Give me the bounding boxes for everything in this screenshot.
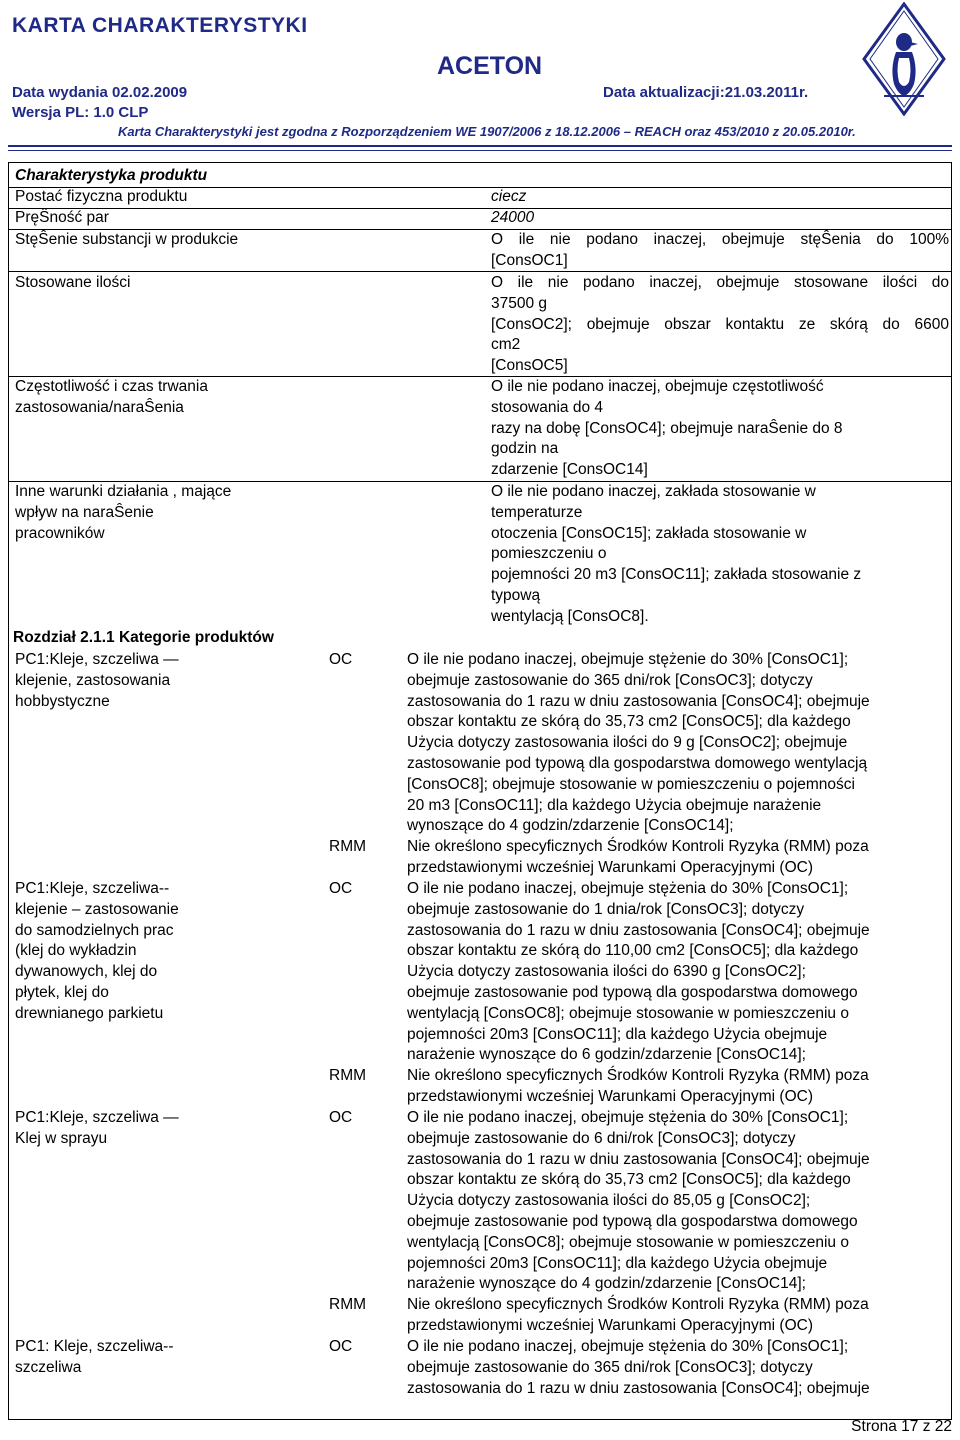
text-line: zastosowanie pod typową dla gospodarstwa domowego wentylacją	[407, 754, 868, 772]
text-line: temperaturze	[491, 503, 583, 521]
text-line: Inne warunki działania , mające	[15, 483, 232, 500]
text-line: zastosowania do 1 razu w dniu zastosowania [ConsOC4]; obejmuje	[407, 1379, 870, 1397]
company-logo-icon	[862, 2, 946, 116]
text-line: obszar kontaktu ze skórą do 35,73 cm2 [ConsOC5]; dla każdego	[407, 1171, 851, 1189]
text-line: obejmuje zastosowanie do 365 dni/rok [ConsOC3]; dotyczy	[407, 1358, 813, 1376]
text-line: przedstawionymi wcześniej Warunkami Operacyjnymi (OC)	[407, 858, 813, 876]
text-line: [ConsOC2]; obejmuje obszar kontaktu ze skórą do 6600	[491, 315, 949, 333]
text-line: dywanowych, klej do	[15, 963, 158, 981]
text-line: Częstotliwość i czas trwania	[15, 378, 208, 395]
section-title: Charakterystyka produktu	[15, 167, 208, 184]
text-line: otoczenia [ConsOC15]; zakłada stosowanie w	[491, 524, 807, 542]
row-divider	[9, 208, 951, 209]
chapter-title	[13, 628, 274, 649]
text-line: 37500 g	[491, 294, 548, 312]
text-line: Nie określono specyficznych Środków Kontroli Ryzyka (RMM) poza	[407, 1296, 869, 1313]
product-characteristics-table	[8, 162, 952, 1420]
header-divider-thin	[8, 150, 952, 151]
text-line: obejmuje zastosowanie do 6 dni/rok [ConsOC3]; dotyczy	[407, 1129, 796, 1147]
row-value-frequency	[491, 377, 949, 481]
text-line: pojemności 20 m3 [ConsOC11]; zakłada stosowanie z	[491, 566, 862, 584]
row-label-vapour-pressure: PręŜność par	[15, 209, 109, 226]
text-line: obszar kontaktu ze skórą do 35,73 cm2 [ConsOC5]; dla każdego	[407, 713, 851, 731]
text-line: zastosowania/naraŜenia	[15, 398, 184, 416]
text-line: wentylacją [ConsOC8].	[491, 607, 649, 625]
text-line: pracowników	[15, 524, 105, 542]
text-line: hobbystyczne	[15, 692, 110, 710]
text-line: obszar kontaktu ze skórą do 110,00 cm2 [ConsOC5]; dla każdego	[407, 942, 859, 960]
regulation-note: Karta Charakterystyki jest zgodna z Rozporządzeniem WE 1907/2006 z 18.12.2006 – REACH oraz 453/2010 z 20.05.2010r.	[118, 124, 856, 139]
text-line: obejmuje zastosowanie pod typową dla gospodarstwa domowego	[407, 983, 858, 1001]
document-header	[0, 0, 960, 152]
text-line: [ConsOC5]	[491, 357, 568, 375]
rmm-description	[407, 1295, 947, 1337]
text-line: płytek, klej do	[15, 983, 109, 1001]
version-label: Wersja PL: 1.0 CLP	[12, 104, 149, 121]
oc-code: OC	[329, 651, 353, 668]
text-line: typową	[491, 586, 541, 604]
text-line: wentylacją [ConsOC8]; obejmuje stosowanie w pomieszczeniu o	[407, 1004, 849, 1022]
category-name	[15, 1337, 174, 1379]
text-line: Użycia dotyczy zastosowania ilości do 85,05 g [ConsOC2];	[407, 1192, 811, 1210]
category-name	[15, 879, 179, 1025]
text-line: [ConsOC1]	[491, 251, 568, 269]
text-line: PC1:Kleje, szczeliwa —	[15, 1109, 179, 1126]
rmm-code: RMM	[329, 1296, 367, 1313]
oc-code: OC	[329, 1109, 353, 1126]
text-line: klejenie – zastosowanie	[15, 900, 179, 918]
text-line: obejmuje zastosowanie pod typową dla gospodarstwa domowego	[407, 1212, 858, 1230]
text-line: zastosowania do 1 razu w dniu zastosowania [ConsOC4]; obejmuje	[407, 921, 870, 939]
row-label-other-conditions	[15, 482, 231, 544]
oc-description	[407, 650, 947, 837]
chapter-title-text: Rozdział 2.1.1 Kategorie produktów	[13, 629, 274, 646]
page-number: Strona 17 z 22	[851, 1418, 952, 1435]
text-line: stosowania do 4	[491, 398, 604, 416]
update-date: Data aktualizacji:21.03.2011r.	[603, 84, 809, 101]
product-name: ACETON	[437, 52, 543, 80]
text-line: zastosowania do 1 razu w dniu zastosowania [ConsOC4]; obejmuje	[407, 1150, 870, 1168]
row-value-vapour-pressure: 24000	[491, 209, 535, 226]
text-line: pomieszczeniu o	[491, 545, 607, 563]
text-line: zastosowania do 1 razu w dniu zastosowania [ConsOC4]; obejmuje	[407, 692, 870, 710]
text-line: zdarzenie [ConsOC14]	[491, 461, 648, 479]
oc-code: OC	[329, 1338, 353, 1355]
category-name	[15, 650, 179, 712]
text-line: O ile nie podano inaczej, obejmuje stężenia do 30% [ConsOC1];	[407, 880, 849, 897]
text-line: cm2	[491, 336, 521, 354]
rmm-code: RMM	[329, 838, 367, 855]
text-line: Nie określono specyficznych Środków Kontroli Ryzyka (RMM) poza	[407, 838, 869, 855]
text-line: godzin na	[491, 440, 559, 458]
text-line: Użycia dotyczy zastosowania ilości do 9 g [ConsOC2]; obejmuje	[407, 734, 848, 752]
text-line: narażenie wynoszące do 4 godzin/zdarzenie [ConsOC14];	[407, 1275, 806, 1293]
text-line: przedstawionymi wcześniej Warunkami Operacyjnymi (OC)	[407, 1316, 813, 1334]
text-line: PC1:Kleje, szczeliwa —	[15, 651, 179, 668]
text-line: 20 m3 [ConsOC11]; dla każdego Użycia obejmuje narażenie	[407, 796, 822, 814]
text-line: Użycia dotyczy zastosowania ilości do 6390 g [ConsOC2];	[407, 963, 806, 981]
text-line: O ile nie podano inaczej, zakłada stosowanie w	[491, 483, 816, 500]
text-line: obejmuje zastosowanie do 365 dni/rok [ConsOC3]; dotyczy	[407, 671, 813, 689]
oc-description	[407, 1337, 947, 1399]
text-line: [ConsOC8]; obejmuje stosowanie w pomieszczeniu o pojemności	[407, 775, 855, 793]
issue-date: Data wydania 02.02.2009	[12, 84, 188, 101]
text-line: wynoszące do 4 godzin/zdarzenie [ConsOC14];	[407, 817, 734, 835]
text-line: pojemności 20m3 [ConsOC11]; dla każdego Użycia obejmuje	[407, 1254, 828, 1272]
text-line: O ile nie podano inaczej, obejmuje stosowane ilości do	[491, 274, 949, 291]
text-line: O ile nie podano inaczej, obejmuje częstotliwość	[491, 378, 824, 395]
row-value-concentration	[491, 230, 949, 272]
row-label-physical-form: Postać fizyczna produktu	[15, 188, 188, 205]
text-line: O ile nie podano inaczej, obejmuje stężenia do 30% [ConsOC1];	[407, 1109, 849, 1126]
row-value-amounts	[491, 273, 949, 377]
text-line: PC1: Kleje, szczeliwa--	[15, 1338, 174, 1355]
row-divider	[9, 271, 951, 272]
category-name	[15, 1108, 179, 1150]
row-value-other-conditions	[491, 482, 949, 628]
oc-description	[407, 1108, 947, 1295]
row-label-amounts: Stosowane ilości	[15, 274, 131, 291]
header-divider	[8, 145, 952, 147]
text-line: (klej do wykładzin	[15, 942, 137, 960]
text-line: pojemności 20m3 [ConsOC11]; dla każdego Użycia obejmuje	[407, 1025, 828, 1043]
text-line: O ile nie podano inaczej, obejmuje stężenia do 30% [ConsOC1];	[407, 1338, 849, 1355]
text-line: wentylacją [ConsOC8]; obejmuje stosowanie w pomieszczeniu o	[407, 1233, 849, 1251]
text-line: do samodzielnych prac	[15, 921, 174, 939]
text-line: szczeliwa	[15, 1358, 82, 1376]
rmm-description	[407, 1066, 947, 1108]
text-line: przedstawionymi wcześniej Warunkami Operacyjnymi (OC)	[407, 1087, 813, 1105]
text-line: O ile nie podano inaczej, obejmuje stęŜenia do 100%	[491, 231, 949, 248]
oc-code: OC	[329, 880, 353, 897]
text-line: klejenie, zastosowania	[15, 671, 171, 689]
rmm-description	[407, 837, 947, 879]
text-line: O ile nie podano inaczej, obejmuje stężenie do 30% [ConsOC1];	[407, 651, 849, 668]
text-line: razy na dobę [ConsOC4]; obejmuje naraŜenie do 8	[491, 419, 843, 437]
row-label-concentration: StęŜenie substancji w produkcie	[15, 231, 239, 248]
row-label-frequency	[15, 377, 208, 419]
text-line: wpływ na naraŜenie	[15, 503, 154, 521]
text-line: Nie określono specyficznych Środków Kontroli Ryzyka (RMM) poza	[407, 1067, 869, 1084]
text-line: PC1:Kleje, szczeliwa--	[15, 880, 170, 897]
document-title: KARTA CHARAKTERYSTYKI	[12, 14, 308, 37]
row-value-physical-form: ciecz	[491, 188, 527, 205]
rmm-code: RMM	[329, 1067, 367, 1084]
oc-description	[407, 879, 947, 1066]
text-line: Klej w sprayu	[15, 1129, 108, 1147]
text-line: drewnianego parkietu	[15, 1004, 164, 1022]
text-line: obejmuje zastosowanie do 1 dnia/rok [ConsOC3]; dotyczy	[407, 900, 805, 918]
text-line: narażenie wynoszące do 6 godzin/zdarzenie [ConsOC14];	[407, 1046, 806, 1064]
